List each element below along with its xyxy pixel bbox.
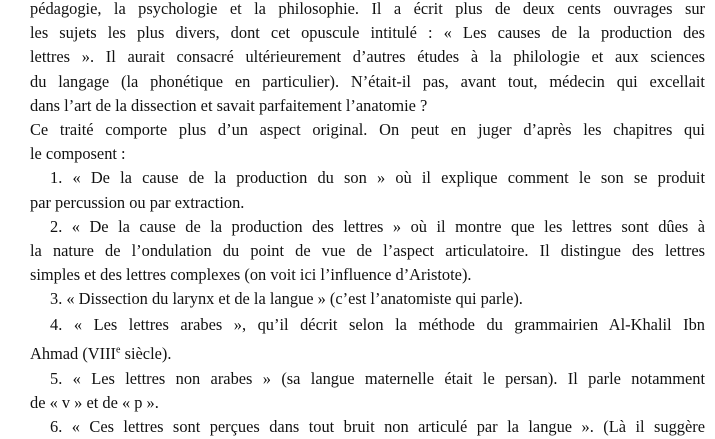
- century-text: Ahmad (VIII: [30, 344, 117, 364]
- text-line-4: du langage (la phonétique en particulier). N’était-il pas, avant tout, médecin qui excellait: [30, 71, 705, 91]
- chapter-item-3: 3. « Dissection du larynx et de la langue » (c’est l’anatomiste qui parle).: [50, 289, 523, 309]
- text-line-5: dans l’art de la dissection et savait parfaitement l’anatomie ?: [30, 95, 428, 115]
- chapter-item-1-line-2: par percussion ou par extraction.: [30, 192, 245, 212]
- century-suffix: siècle).: [120, 344, 172, 364]
- text-line-1: pédagogie, la psychologie et la philosophie. Il a écrit plus de deux cents ouvrages sur: [30, 0, 705, 18]
- text-line-7: le composent :: [30, 144, 126, 164]
- chapter-item-4-line-1: 4. « Les lettres arabes », qu’il décrit selon la méthode du grammairien Al-Khalil Ibn: [50, 315, 705, 335]
- chapter-item-5-line-2: de « v » et de « p ».: [30, 392, 159, 412]
- chapter-item-2-line-2: la nature de l’ondulation du point de vue de l’aspect articulatoire. Il distingue des lettres: [30, 240, 705, 260]
- text-line-2: les sujets les plus divers, dont cet opuscule intitulé : « Les causes de la production des: [30, 23, 705, 43]
- text-line-6: Ce traité comporte plus d’un aspect original. On peut en juger d’après les chapitres qui: [30, 119, 705, 139]
- chapter-item-2-line-3: simples et des lettres complexes (on voit ici l’influence d’Aristote).: [30, 265, 472, 285]
- chapter-item-1-line-1: 1. « De la cause de la production du son » où il explique comment le son se produit: [50, 168, 705, 188]
- text-line-3: lettres ». Il aurait consacré ultérieurement d’autres études à la philologie et aux sciences: [30, 47, 705, 67]
- ordinal-superscript: e: [116, 344, 121, 356]
- chapter-item-2-line-1: 2. « De la cause de la production des lettres » où il montre que les lettres sont dûes à: [50, 216, 705, 236]
- chapter-item-5-line-1: 5. « Les lettres non arabes » (sa langue maternelle était le persan). Il parle notamment: [50, 368, 705, 388]
- document-page: [30, 0, 705, 439]
- chapter-item-4-line-2: [30, 342, 705, 366]
- chapter-item-6-line-1: 6. « Ces lettres sont perçues dans tout bruit non articulé par la langue ». (Là il suggère: [50, 417, 705, 436]
